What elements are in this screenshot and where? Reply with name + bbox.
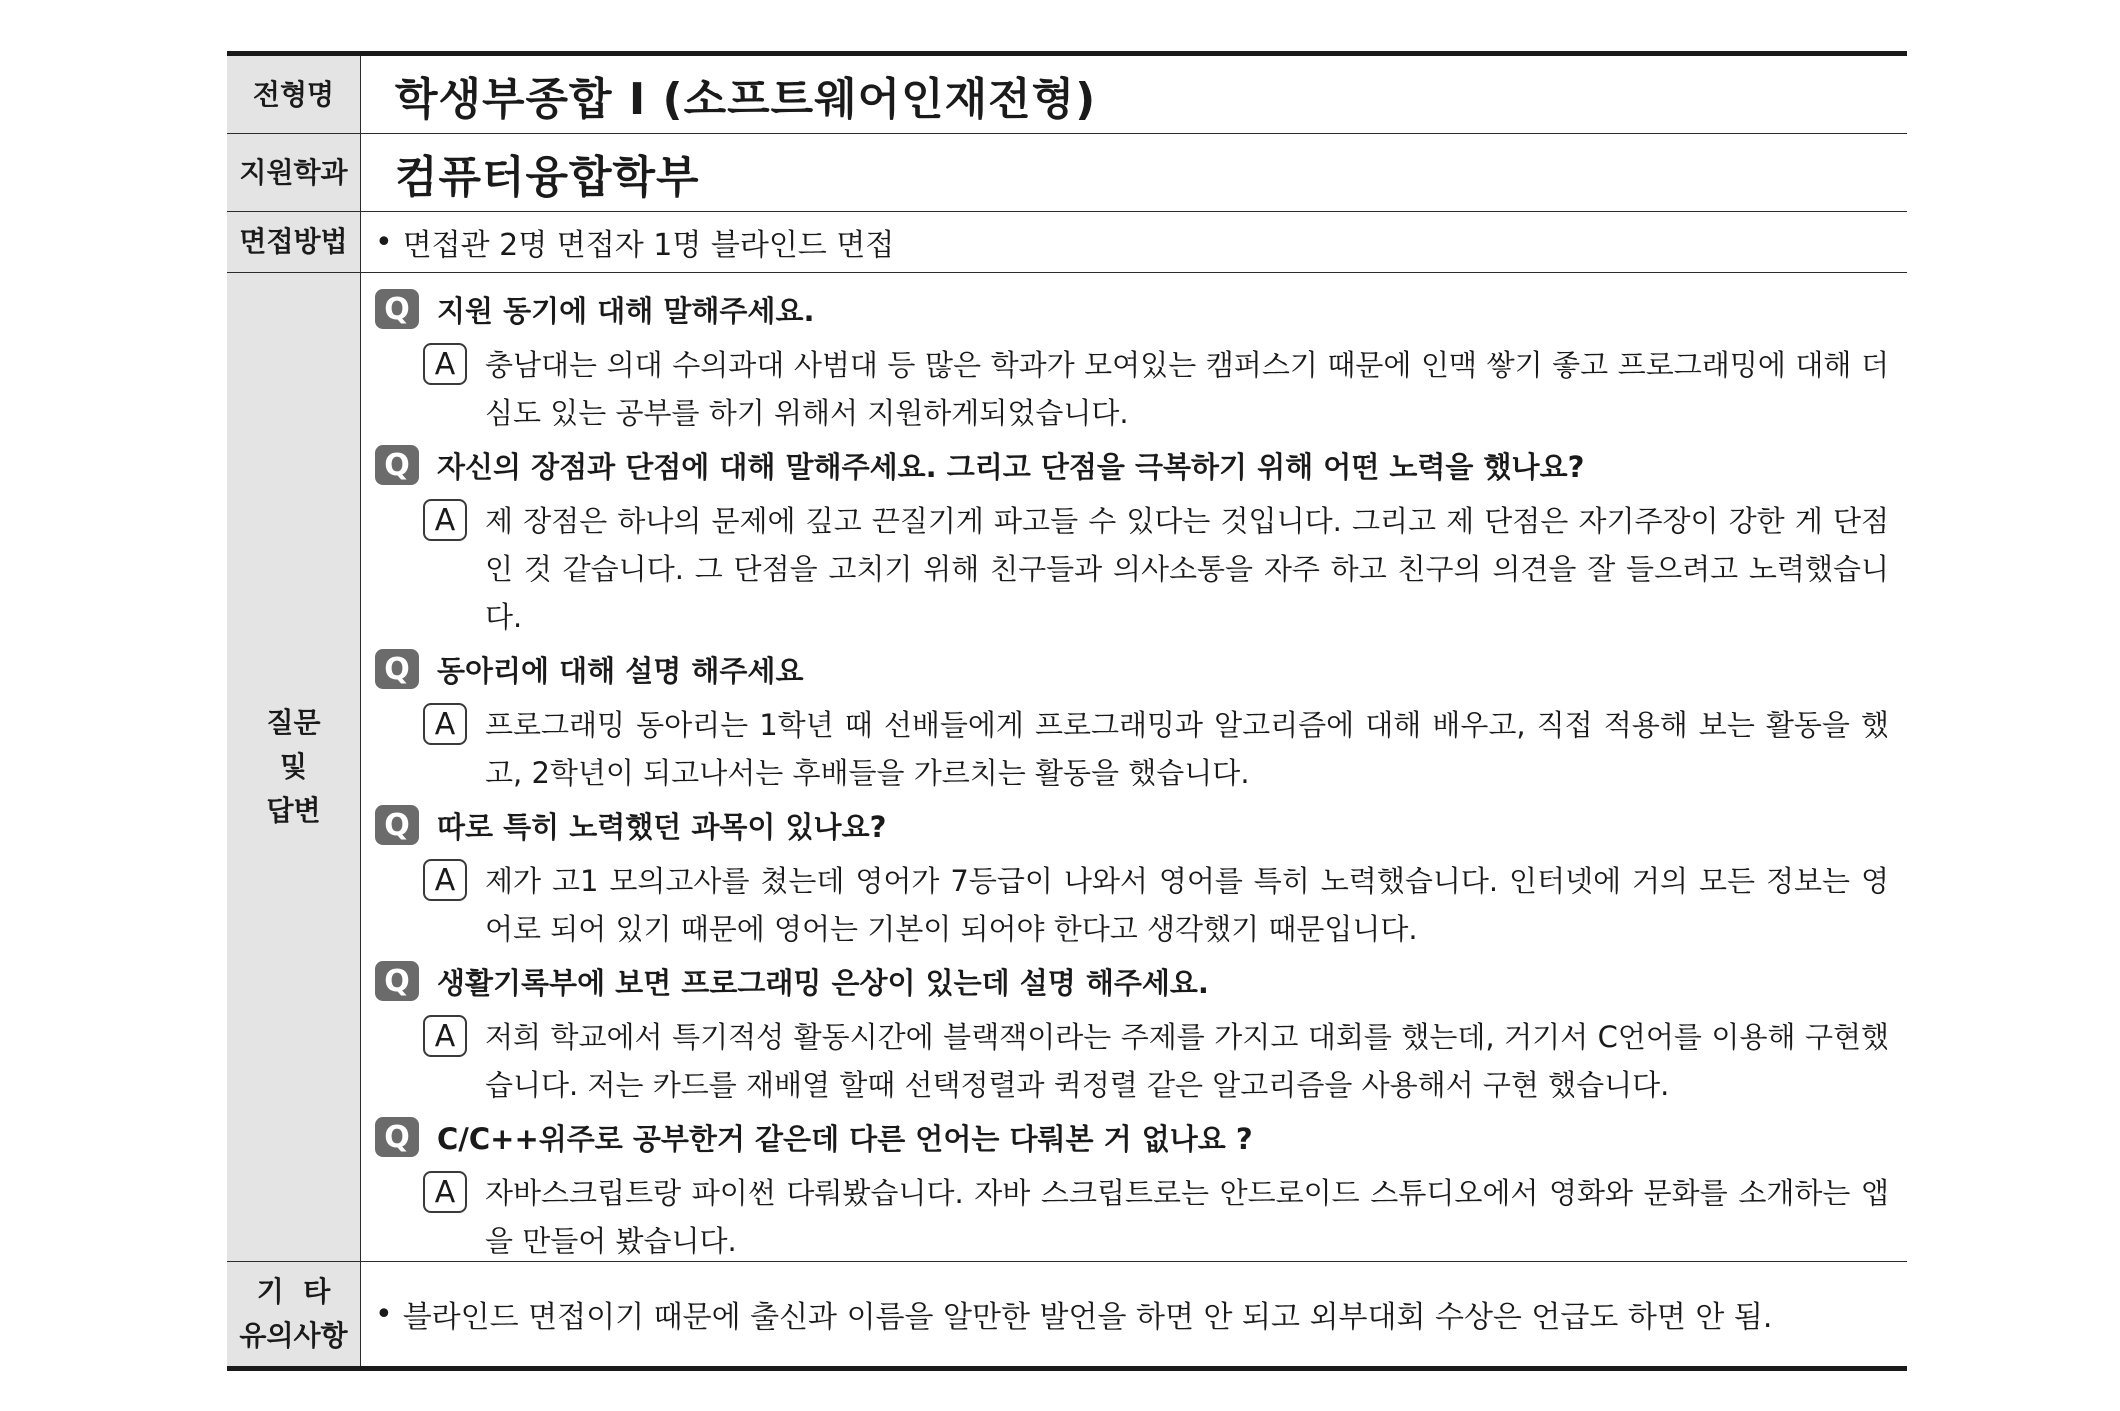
qa-label-line1: 질문: [266, 706, 321, 739]
question-text: 따로 특히 노력했던 과목이 있나요?: [437, 809, 887, 844]
answer: [423, 341, 1889, 437]
admission-type-label: 전형명: [227, 56, 361, 133]
answer-marker-icon: A: [423, 343, 467, 385]
answer-marker-icon: A: [423, 499, 467, 541]
answer-text: 제 장점은 하나의 문제에 깊고 끈질기게 파고들 수 있다는 것입니다. 그리고 제 단점은 자기주장이 강한 게 단점인 것 같습니다. 그 단점을 고치기 위해 친구들과 의사소통을 자주 하고 친구의 의견을 잘 들으려고 노력했습니다.: [485, 504, 1889, 634]
answer-text: 프로그래밍 동아리는 1학년 때 선배들에게 프로그래밍과 알고리즘에 대해 배우고, 직접 적용해 보는 활동을 했고, 2학년이 되고나서는 후배들을 가르치는 활동을 했습니다.: [485, 708, 1889, 790]
answer-marker-icon: A: [423, 703, 467, 745]
question: [375, 443, 1889, 487]
qa-item: [375, 1115, 1889, 1265]
qa-item: [375, 443, 1889, 641]
qa-item: [375, 287, 1889, 437]
answer-text: 충남대는 의대 수의과대 사범대 등 많은 학과가 모여있는 캠퍼스기 때문에 인맥 쌓기 좋고 프로그래밍에 대해 더 심도 있는 공부를 하기 위해서 지원하게되었습니다.: [485, 348, 1889, 430]
qa-row: [227, 273, 1907, 1262]
question: [375, 647, 1889, 691]
answer-text: 저희 학교에서 특기적성 활동시간에 블랙잭이라는 주제를 가지고 대회를 했는데, 거기서 C언어를 이용해 구현했습니다. 저는 카드를 재배열 할때 선택정렬과 퀵정렬 같은 알고리즘을 사용해서 구현 했습니다.: [485, 1020, 1889, 1102]
question-marker-icon: Q: [375, 445, 419, 485]
question: [375, 803, 1889, 847]
bullet-icon: •: [375, 1296, 393, 1332]
question-text: 지원 동기에 대해 말해주세요.: [437, 293, 815, 328]
question-marker-icon: Q: [375, 649, 419, 689]
admission-type-row: [227, 56, 1907, 134]
answer-marker-icon: A: [423, 1015, 467, 1057]
qa-item: [375, 647, 1889, 797]
bullet-icon: •: [375, 224, 393, 260]
question: [375, 959, 1889, 1003]
interview-method-value: 면접관 2명 면접자 1명 블라인드 면접: [402, 228, 895, 263]
qa-label-line3: 답변: [266, 794, 321, 827]
answer-marker-icon: A: [423, 1171, 467, 1213]
answer-marker-icon: A: [423, 859, 467, 901]
qa-label-line2: 및: [279, 750, 308, 783]
notes-label-line1: 기 타: [256, 1275, 331, 1308]
question-marker-icon: Q: [375, 961, 419, 1001]
notes-label: [227, 1262, 361, 1366]
question-text: C/C++위주로 공부한거 같은데 다른 언어는 다뤄본 거 없나요 ?: [437, 1121, 1253, 1156]
department-label: 지원학과: [227, 134, 361, 211]
answer: [423, 1013, 1889, 1109]
question-marker-icon: Q: [375, 289, 419, 329]
qa-item: [375, 803, 1889, 953]
answer-text: 제가 고1 모의고사를 쳤는데 영어가 7등급이 나와서 영어를 특히 노력했습니다. 인터넷에 거의 모든 정보는 영어로 되어 있기 때문에 영어는 기본이 되어야 한다고 생각했기 때문입니다.: [485, 864, 1889, 946]
qa-list: [361, 273, 1907, 1271]
interview-record-table: [227, 51, 1907, 1371]
answer-text: 자바스크립트랑 파이썬 다뤄봤습니다. 자바 스크립트로는 안드로이드 스튜디오에서 영화와 문화를 소개하는 앱을 만들어 봤습니다.: [485, 1176, 1889, 1258]
notes-label-line2: 유의사항: [239, 1319, 348, 1352]
question-marker-icon: Q: [375, 1117, 419, 1157]
interview-method-label: 면접방법: [227, 212, 361, 272]
qa-item: [375, 959, 1889, 1109]
answer: [423, 701, 1889, 797]
department-row: [227, 134, 1907, 212]
qa-label: [227, 273, 361, 1261]
answer: [423, 497, 1889, 641]
question: [375, 287, 1889, 331]
question: [375, 1115, 1889, 1159]
department-value: 컴퓨터융합학부: [395, 151, 700, 203]
notes-row: [227, 1262, 1907, 1366]
notes-value: 블라인드 면접이기 때문에 출신과 이름을 알만한 발언을 하면 안 되고 외부대회 수상은 언급도 하면 안 됨.: [402, 1300, 1773, 1335]
question-marker-icon: Q: [375, 805, 419, 845]
answer: [423, 1169, 1889, 1265]
interview-method-row: [227, 212, 1907, 273]
question-text: 동아리에 대해 설명 해주세요: [437, 653, 804, 688]
answer: [423, 857, 1889, 953]
admission-type-value: 학생부종합 I (소프트웨어인재전형): [395, 73, 1097, 125]
question-text: 자신의 장점과 단점에 대해 말해주세요. 그리고 단점을 극복하기 위해 어떤 노력을 했나요?: [437, 449, 1585, 484]
question-text: 생활기록부에 보면 프로그래밍 은상이 있는데 설명 해주세요.: [437, 965, 1209, 1000]
